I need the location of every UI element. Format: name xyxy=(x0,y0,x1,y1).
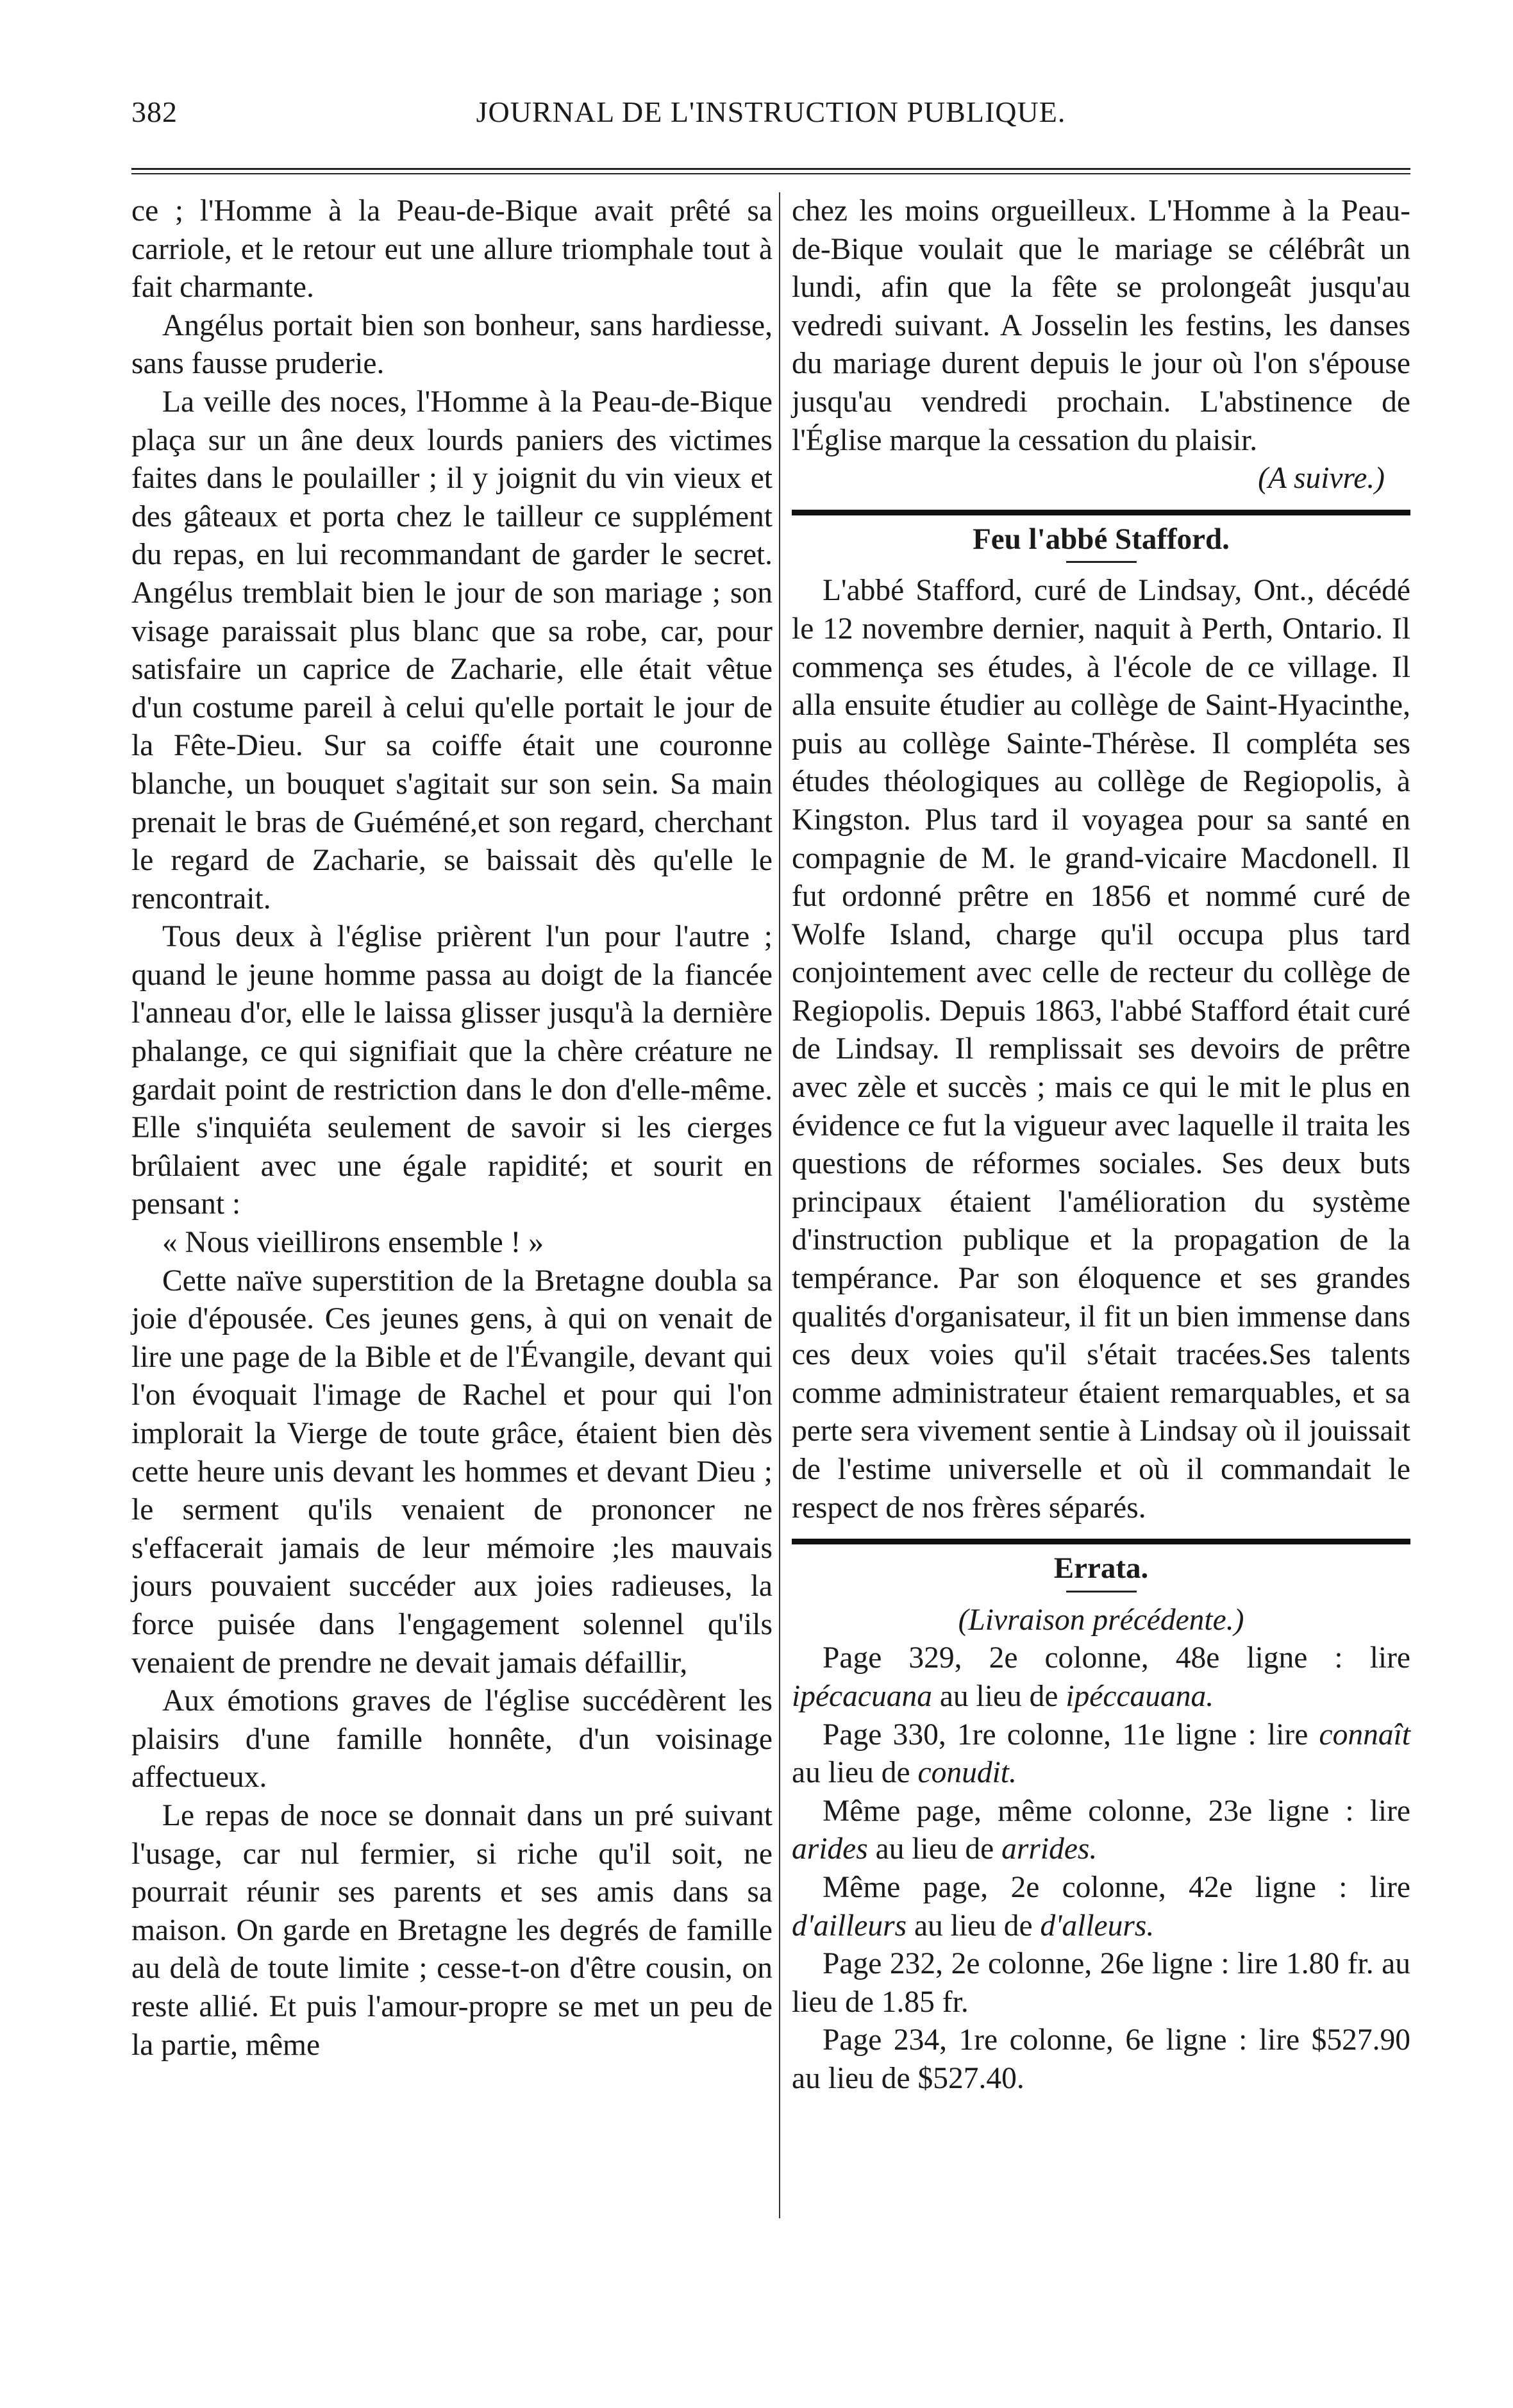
left-column xyxy=(131,192,773,2064)
paragraph: Cette naïve superstition de la Bretagne doubla sa joie d'épousée. Ces jeunes gens, à qui on venait de lire une page de la Bible et de l'Évangile, devant qui l'on évoquait l'image de Rachel et pour qui l'on implorait la Vierge de toute grâce, étaient bien dès cette heure unis devant les hommes et devant Dieu ; le serment qu'ils venaient de prononcer ne s'effacerait jamais de leur mémoire ;les mauvais jours pouvaient succéder aux joies radieuses, la force puisée dans l'engagement solennel qu'ils venaient de prendre ne devait jamais défaillir, xyxy=(131,1264,773,1680)
errata-entry xyxy=(792,1793,1410,1869)
errata-wrong: conudit. xyxy=(917,1756,1017,1790)
errata-text: Page 329, 2e colonne, 48e ligne : lire xyxy=(823,1641,1410,1675)
errata-entry xyxy=(792,1716,1410,1793)
errata-text: Même page, 2e colonne, 42e ligne : lire xyxy=(823,1870,1410,1904)
obituary-text: L'abbé Stafford, curé de Lindsay, Ont., décédé le 12 novembre dernier, naquit à Perth, Ontario. Il commença ses études, à l'école de ce village. Il alla ensuite étudier au collège de Saint-Hyacinthe, puis au collège Sainte-Thérèse. Il compléta ses études théologiques au collège de Regiopolis, à Kingston. Plus tard il voyagea pour sa santé en compagnie de M. le grand-vicaire Macdonell. Il fut ordonné prêtre en 1856 et nommé curé de Wolfe Island, charge qu'il occupa plus tard conjointement avec celle de recteur du collège de Regiopolis. Depuis 1863, l'abbé Stafford était curé de Lindsay. Il remplissait ses devoirs de prêtre avec zèle et succès ; mais ce qui le mit le plus en évidence ce fut la vigueur avec laquelle il traita les questions de réformes sociales. Ses deux buts principaux étaient l'amélioration du système d'instruction publique et la propagation de la tempérance. Par son éloquence et ses grandes qualités d'organisateur, il fit un bien immense dans ces deux voies qu'il s'était tracées.Ses talents comme administrateur étaient remarquables, et sa perte sera vivement sentie à Lindsay où il jouissait de l'estime universelle et où il commandait le respect de nos frères séparés. xyxy=(792,574,1410,1525)
quoted-line: « Nous vieillirons ensemble ! » xyxy=(162,1226,544,1260)
paragraph: Angélus portait bien son bonheur, sans hardiesse, sans fausse pruderie. xyxy=(131,308,773,381)
paragraph: chez les moins orgueilleux. L'Homme à la Peau-de-Bique voulait que le mariage se célébrât un lundi, afin que la fête se prolongeât jusqu'au vedredi suivant. A Josselin les festins, les danses du mariage durent depuis le jour où l'on s'épouse jusqu'au vendredi prochain. L'abstinence de l'Église marque la cessation du plaisir. xyxy=(792,194,1410,457)
header-rule xyxy=(131,168,1410,174)
errata-text: au lieu de xyxy=(907,1909,1041,1943)
paragraph: ce ; l'Homme à la Peau-de-Bique avait prêté sa carriole, et le retour eut une allure triomphale tout à fait charmante. xyxy=(131,194,773,305)
errata-text: au lieu de xyxy=(792,1756,918,1790)
errata-entry xyxy=(792,1945,1410,2021)
errata-text: Page 232, 2e colonne, 26e ligne : lire 1.80 fr. au lieu de 1.85 fr. xyxy=(792,1947,1410,2019)
errata-text: Page 330, 1re colonne, 11e ligne : lire xyxy=(823,1718,1319,1752)
section-rule xyxy=(792,1539,1410,1544)
errata-correct: ipécacuana xyxy=(792,1679,932,1713)
column-divider xyxy=(779,192,780,2218)
page-number: 382 xyxy=(131,96,178,128)
paragraph: Tous deux à l'église prièrent l'un pour l'autre ; quand le jeune homme passa au doigt de la fiancée l'anneau d'or, elle le laissa glisser jusqu'à la dernière phalange, ce qui signifiait que la chère créature ne gardait point de restriction dans le don d'elle-même. Elle s'inquiéta seulement de savoir si les cierges brûlaient avec une égale rapidité; et sourit en pensant : xyxy=(131,920,773,1221)
paragraph: Aux émotions graves de l'église succédèrent les plaisirs d'une famille honnête, d'un voisinage affectueux. xyxy=(131,1684,773,1794)
errata-text: au lieu de xyxy=(932,1679,1066,1713)
errata-text: Page 234, 1re colonne, 6e ligne : lire $527.90 au lieu de $527.40. xyxy=(792,2023,1410,2095)
errata-wrong: arrides. xyxy=(1001,1832,1098,1866)
errata-subtitle: (Livraison précédente.) xyxy=(958,1603,1244,1637)
section-rule xyxy=(792,510,1410,515)
page-header xyxy=(131,90,1410,141)
errata-text: au lieu de xyxy=(867,1832,1002,1866)
errata-text: Même page, même colonne, 23e ligne : lire xyxy=(823,1794,1410,1828)
paragraph: Le repas de noce se donnait dans un pré suivant l'usage, car nul fermier, si riche qu'il soit, ne pourrait réunir ses parents et ses amis dans sa maison. On garde en Bretagne les degrés de famille au delà de toute limite ; cesse-t-on d'être cousin, on reste allié. Et puis l'amour-propre se met un peu de la partie, même xyxy=(131,1798,773,2062)
errata-entry xyxy=(792,1639,1410,1716)
errata-title: Errata. xyxy=(1053,1551,1149,1585)
errata-correct: d'ailleurs xyxy=(792,1909,907,1943)
journal-title: JOURNAL DE L'INSTRUCTION PUBLIQUE. xyxy=(476,96,1066,128)
paragraph: La veille des noces, l'Homme à la Peau-de-Bique plaça sur un âne deux lourds paniers des victimes faites dans le poulailler ; il y joignit du vin vieux et des gâteaux et porta chez le tailleur ce supplément du repas, en lui recommandant de garder le secret. Angélus tremblait bien le jour de son mariage ; son visage paraissait plus blanc que sa robe, car, pour satisfaire un caprice de Zacharie, elle était vêtue d'un costume pareil à celui qu'elle portait le jour de la Fête-Dieu. Sur sa coiffe était une couronne blanche, un bouquet s'agitait sur son sein. Sa main prenait le bras de Guéméné,et son regard, cherchant le regard de Zacharie, se baissait dès qu'elle le rencontrait. xyxy=(131,385,773,916)
title-underline xyxy=(1066,561,1137,563)
title-underline xyxy=(1066,1591,1137,1593)
right-column xyxy=(792,192,1410,2098)
errata-entry xyxy=(792,2021,1410,2098)
errata-wrong: ipéccauana. xyxy=(1066,1679,1214,1713)
errata-wrong: d'alleurs. xyxy=(1040,1909,1155,1943)
to-be-continued: (A suivre.) xyxy=(1258,462,1385,496)
errata-correct: connaît xyxy=(1319,1718,1410,1752)
obituary-title: Feu l'abbé Stafford. xyxy=(973,522,1230,556)
errata-correct: arides xyxy=(792,1832,868,1866)
errata-entry xyxy=(792,1869,1410,1945)
